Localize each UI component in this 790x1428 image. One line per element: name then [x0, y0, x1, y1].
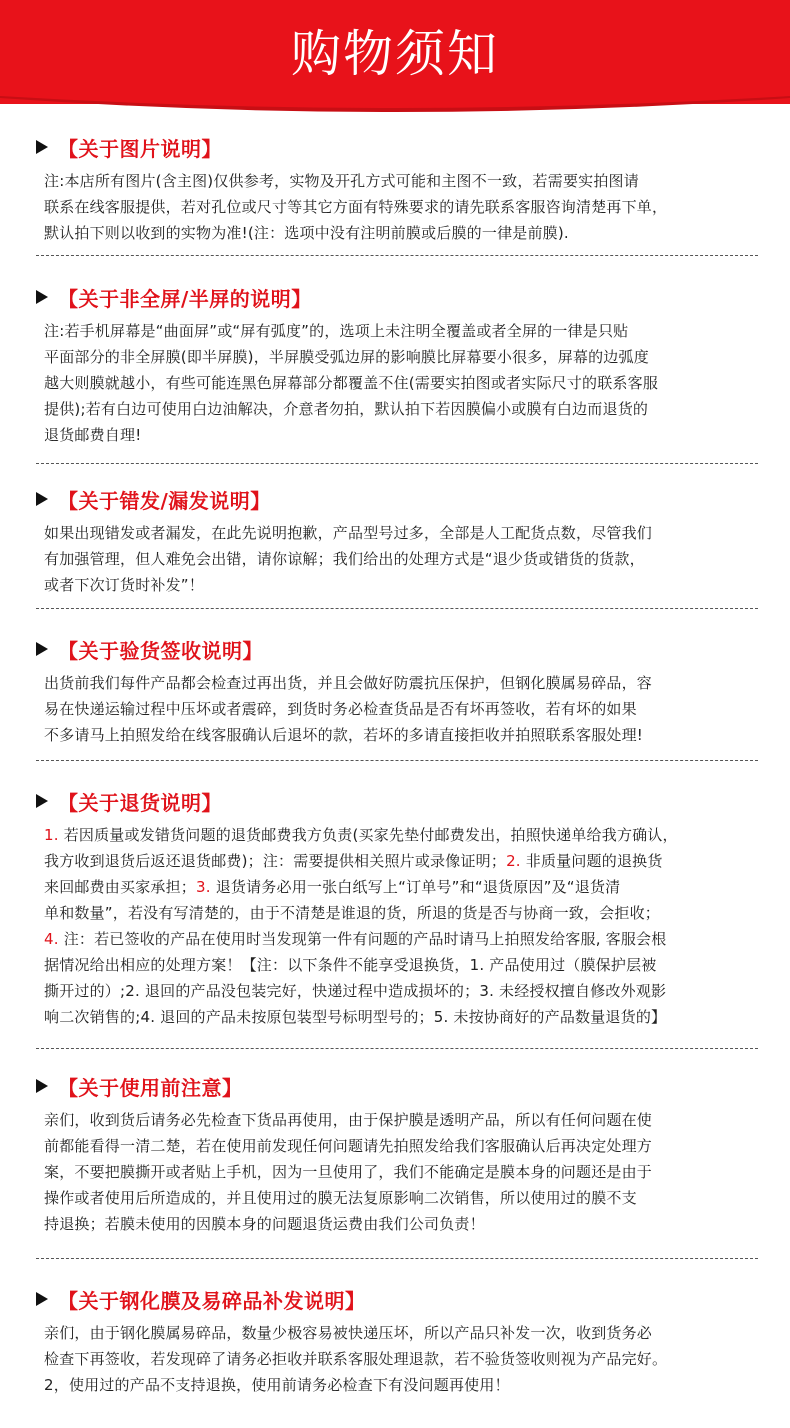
body-line	[44, 978, 766, 1004]
section-heading	[36, 786, 766, 816]
section-title: 【关于错发/漏发说明】	[58, 488, 271, 513]
item-number: 4.	[44, 930, 64, 948]
section-heading	[36, 282, 766, 312]
section-heading	[36, 634, 766, 664]
body-line: 案，不要把膜撕开或者贴上手机，因为一旦使用了，我们不能确定是膜本身的问题还是由于	[44, 1163, 653, 1181]
body-line	[44, 952, 766, 978]
section-heading	[36, 1071, 766, 1101]
section-title: 【关于非全屏/半屏的说明】	[58, 286, 312, 311]
section-title: 【关于退货说明】	[58, 790, 222, 815]
section-body	[44, 1320, 766, 1398]
body-line: 如果出现错发或者漏发，在此先说明抱歉，产品型号过多，全部是人工配货点数，尽管我们	[44, 524, 653, 542]
body-line: 注:若手机屏幕是“曲面屏”或“屏有弧度”的，选项上未注明全覆盖或者全屏的一律是只贴	[44, 322, 629, 340]
section-image-notice	[36, 132, 766, 246]
section-title: 【关于钢化膜及易碎品补发说明】	[58, 1288, 366, 1313]
section-reshipment	[36, 1284, 766, 1398]
section-title: 【关于验货签收说明】	[58, 638, 263, 663]
section-body	[44, 168, 766, 246]
body-line: 亲们，收到货后请务必先检查下货品再使用，由于保护膜是透明产品，所以有任何问题在使	[44, 1111, 653, 1129]
dashed-divider	[36, 255, 758, 256]
item-number: 1.	[44, 826, 64, 844]
body-line: 易在快递运输过程中压坏或者震碎，到货时务必检查货品是否有坏再签收，若有坏的如果	[44, 700, 637, 718]
body-line: 持退换；若膜未使用的因膜本身的问题退货运费由我们公司负责！	[44, 1215, 485, 1233]
section-body	[44, 1107, 766, 1237]
section-body	[44, 520, 766, 598]
body-line: 出货前我们每件产品都会检查过再出货，并且会做好防震抗压保护，但钢化膜属易碎品，容	[44, 674, 653, 692]
section-body	[44, 318, 766, 448]
item-number: 2.	[506, 852, 526, 870]
dashed-divider	[36, 608, 758, 609]
section-inspection	[36, 634, 766, 748]
body-text: 我方收到退货后返还退货邮费)；注：需要提供相关照片或录像证明；	[44, 852, 507, 870]
section-body	[44, 670, 766, 748]
page-title: 购物须知	[291, 25, 499, 83]
banner-curve	[0, 96, 790, 118]
body-line	[44, 1004, 766, 1030]
section-wrong-shipment	[36, 484, 766, 598]
body-line: 提供);若有白边可使用白边油解决，介意者勿拍，默认拍下若因膜偏小或膜有白边而退货的	[44, 400, 649, 418]
section-heading	[36, 1284, 766, 1314]
body-line: 退货邮费自理!	[44, 426, 142, 444]
section-title: 【关于图片说明】	[58, 136, 222, 161]
body-text: 退货请务必用一张白纸写上“订单号”和“退货原因”及“退货清	[215, 878, 621, 896]
body-line: 平面部分的非全屏膜(即半屏膜)，半屏膜受弧边屏的影响膜比屏幕要小很多，屏幕的边弧度	[44, 348, 649, 366]
dashed-divider	[36, 1258, 758, 1259]
body-text: 若因质量或发错货问题的退货邮费我方负责(买家先垫付邮费发出，拍照快递单给我方确认，	[63, 826, 678, 844]
triangle-bullet-icon	[36, 794, 48, 808]
section-title: 【关于使用前注意】	[58, 1075, 243, 1100]
section-heading	[36, 132, 766, 162]
triangle-bullet-icon	[36, 290, 48, 304]
body-text: 非质量问题的退换货	[525, 852, 663, 870]
body-line: 默认拍下则以收到的实物为准!(注：选项中没有注明前膜或后膜的一律是前膜).	[44, 224, 569, 242]
section-returns	[36, 786, 766, 1030]
triangle-bullet-icon	[36, 1079, 48, 1093]
section-before-use	[36, 1071, 766, 1237]
triangle-bullet-icon	[36, 492, 48, 506]
body-text: 单和数量”，若没有写清楚的，由于不清楚是谁退的货，所退的货是否与协商一致，会拒收；	[44, 904, 660, 922]
dashed-divider	[36, 760, 758, 761]
body-line: 有加强管理，但人难免会出错，请你谅解；我们给出的处理方式是“退少货或错货的货款，	[44, 550, 645, 568]
body-line: 联系在线客服提供，若对孔位或尺寸等其它方面有特殊要求的请先联系客服咨询清楚再下单，	[44, 198, 668, 216]
triangle-bullet-icon	[36, 140, 48, 154]
body-line	[44, 848, 766, 874]
dashed-divider	[36, 463, 758, 464]
triangle-bullet-icon	[36, 642, 48, 656]
body-line: 越大则膜就越小，有些可能连黑色屏幕部分都覆盖不住(需要实拍图或者实际尺寸的联系客服	[44, 374, 659, 392]
body-text: 撕开过的）;2. 退回的产品没包装完好，快递过程中造成损坏的；3. 未经授权擅自修改外观影	[44, 982, 667, 1000]
body-line: 不多请马上拍照发给在线客服确认后退坏的款，若坏的多请直接拒收并拍照联系客服处理!	[44, 726, 644, 744]
body-line: 前都能看得一清二楚，若在使用前发现任何问题请先拍照发给我们客服确认后再决定处理方	[44, 1137, 653, 1155]
section-fullscreen-notice	[36, 282, 766, 448]
body-line: 或者下次订货时补发”！	[44, 576, 204, 594]
body-line	[44, 874, 766, 900]
body-line: 2，使用过的产品不支持退换，使用前请务必检查下有没问题再使用！	[44, 1376, 510, 1394]
item-number: 3.	[196, 878, 216, 896]
body-text: 注：若已签收的产品在使用时当发现第一件有问题的产品时请马上拍照发给客服, 客服会根	[63, 930, 667, 948]
body-line	[44, 900, 766, 926]
dashed-divider	[36, 1048, 758, 1049]
body-line	[44, 926, 766, 952]
section-body	[44, 822, 766, 1030]
body-line: 注:本店所有图片(含主图)仅供参考，实物及开孔方式可能和主图不一致，若需要实拍图请	[44, 172, 639, 190]
section-heading	[36, 484, 766, 514]
body-text: 来回邮费由买家承担；	[44, 878, 197, 896]
body-line	[44, 822, 766, 848]
body-line: 操作或者使用后所造成的，并且使用过的膜无法复原影响二次销售，所以使用过的膜不支	[44, 1189, 637, 1207]
body-line: 亲们，由于钢化膜属易碎品，数量少极容易被快递压坏，所以产品只补发一次，收到货务必	[44, 1324, 653, 1342]
body-text: 响二次销售的;4. 退回的产品未按原包装型号标明型号的；5. 未按协商好的产品数量退货的】	[44, 1008, 667, 1026]
body-text: 据情况给出相应的处理方案！【注：以下条件不能享受退换货，1. 产品使用过（膜保护层被	[44, 956, 657, 974]
body-line: 检查下再签收，若发现碎了请务必拒收并联系客服处理退款，若不验货签收则视为产品完好。	[44, 1350, 668, 1368]
triangle-bullet-icon	[36, 1292, 48, 1306]
